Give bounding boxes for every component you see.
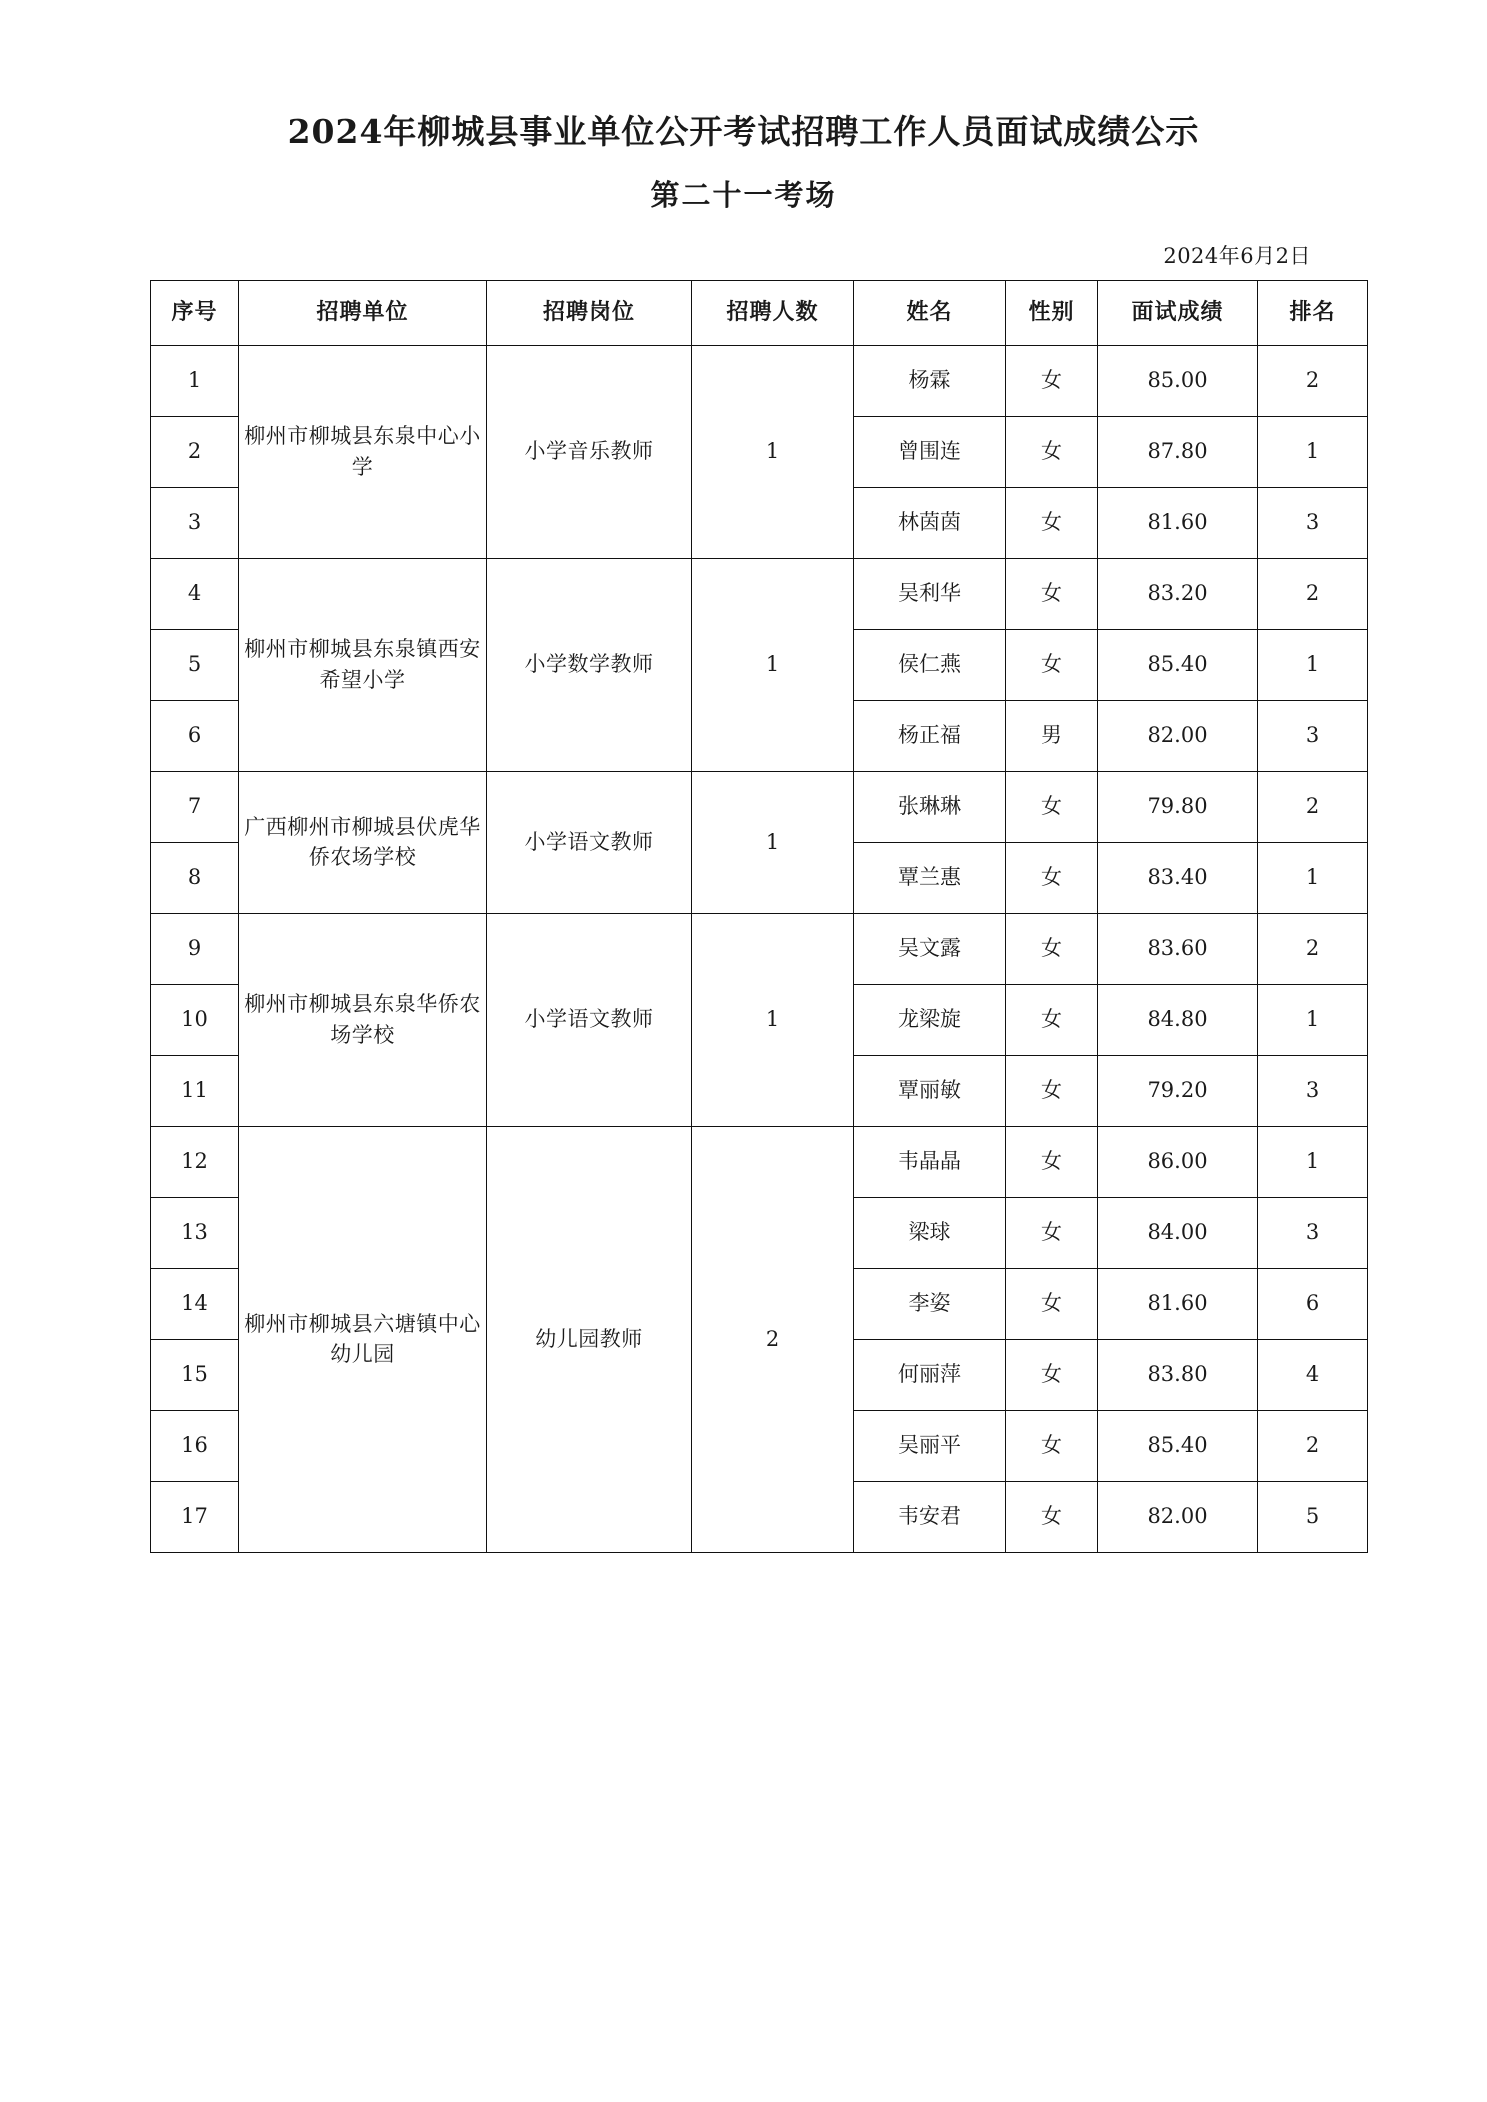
cell-post: 小学语文教师 [487, 913, 692, 1126]
column-header-rank: 排名 [1258, 280, 1368, 345]
page-title: 2024年柳城县事业单位公开考试招聘工作人员面试成绩公示 [287, 112, 1200, 151]
cell-sex: 女 [1006, 842, 1098, 913]
cell-post: 小学数学教师 [487, 558, 692, 771]
cell-score: 87.80 [1098, 416, 1258, 487]
cell-sex: 女 [1006, 487, 1098, 558]
cell-unit: 柳州市柳城县东泉华侨农场学校 [239, 913, 487, 1126]
cell-score: 82.00 [1098, 700, 1258, 771]
cell-count: 2 [692, 1126, 854, 1552]
cell-rank: 2 [1258, 1410, 1368, 1481]
cell-score: 86.00 [1098, 1126, 1258, 1197]
cell-name: 吴利华 [854, 558, 1006, 629]
cell-score: 85.40 [1098, 629, 1258, 700]
cell-name: 吴丽平 [854, 1410, 1006, 1481]
cell-sex: 女 [1006, 558, 1098, 629]
cell-rank: 1 [1258, 1126, 1368, 1197]
cell-name: 李姿 [854, 1268, 1006, 1339]
cell-sex: 男 [1006, 700, 1098, 771]
cell-count: 1 [692, 913, 854, 1126]
cell-sex: 女 [1006, 913, 1098, 984]
cell-index: 12 [151, 1126, 239, 1197]
cell-sex: 女 [1006, 1197, 1098, 1268]
cell-index: 3 [151, 487, 239, 558]
cell-rank: 3 [1258, 1197, 1368, 1268]
cell-sex: 女 [1006, 984, 1098, 1055]
cell-name: 覃丽敏 [854, 1055, 1006, 1126]
cell-score: 84.00 [1098, 1197, 1258, 1268]
table-body [151, 345, 1368, 1552]
page-subtitle: 第二十一考场 [650, 177, 837, 212]
cell-index: 2 [151, 416, 239, 487]
cell-name: 龙梁旋 [854, 984, 1006, 1055]
cell-count: 1 [692, 771, 854, 913]
cell-index: 13 [151, 1197, 239, 1268]
cell-name: 杨霖 [854, 345, 1006, 416]
cell-name: 张琳琳 [854, 771, 1006, 842]
cell-name: 曾围连 [854, 416, 1006, 487]
cell-sex: 女 [1006, 1481, 1098, 1552]
cell-name: 侯仁燕 [854, 629, 1006, 700]
cell-unit: 柳州市柳城县六塘镇中心幼儿园 [239, 1126, 487, 1552]
cell-score: 84.80 [1098, 984, 1258, 1055]
cell-count: 1 [692, 345, 854, 558]
cell-rank: 1 [1258, 629, 1368, 700]
cell-index: 15 [151, 1339, 239, 1410]
cell-score: 83.80 [1098, 1339, 1258, 1410]
cell-unit: 广西柳州市柳城县伏虎华侨农场学校 [239, 771, 487, 913]
cell-name: 梁球 [854, 1197, 1006, 1268]
cell-index: 16 [151, 1410, 239, 1481]
cell-rank: 3 [1258, 487, 1368, 558]
cell-name: 何丽萍 [854, 1339, 1006, 1410]
cell-rank: 5 [1258, 1481, 1368, 1552]
cell-index: 10 [151, 984, 239, 1055]
cell-sex: 女 [1006, 771, 1098, 842]
cell-rank: 2 [1258, 558, 1368, 629]
cell-score: 81.60 [1098, 487, 1258, 558]
table-row [151, 771, 1368, 842]
cell-index: 6 [151, 700, 239, 771]
cell-rank: 2 [1258, 771, 1368, 842]
cell-name: 吴文露 [854, 913, 1006, 984]
cell-name: 覃兰惠 [854, 842, 1006, 913]
table-row [151, 558, 1368, 629]
cell-post: 幼儿园教师 [487, 1126, 692, 1552]
cell-score: 81.60 [1098, 1268, 1258, 1339]
cell-sex: 女 [1006, 416, 1098, 487]
cell-count: 1 [692, 558, 854, 771]
cell-rank: 1 [1258, 416, 1368, 487]
cell-rank: 2 [1258, 913, 1368, 984]
column-header-post: 招聘岗位 [487, 280, 692, 345]
cell-rank: 4 [1258, 1339, 1368, 1410]
table-row [151, 1126, 1368, 1197]
cell-name: 林茵茵 [854, 487, 1006, 558]
cell-score: 83.40 [1098, 842, 1258, 913]
cell-score: 82.00 [1098, 1481, 1258, 1552]
interview-score-table [150, 280, 1368, 1553]
cell-sex: 女 [1006, 345, 1098, 416]
cell-rank: 3 [1258, 1055, 1368, 1126]
cell-name: 韦晶晶 [854, 1126, 1006, 1197]
cell-name: 杨正福 [854, 700, 1006, 771]
cell-rank: 2 [1258, 345, 1368, 416]
cell-index: 7 [151, 771, 239, 842]
cell-score: 83.60 [1098, 913, 1258, 984]
cell-name: 韦安君 [854, 1481, 1006, 1552]
cell-index: 11 [151, 1055, 239, 1126]
cell-post: 小学语文教师 [487, 771, 692, 913]
column-header-index: 序号 [151, 280, 239, 345]
cell-rank: 6 [1258, 1268, 1368, 1339]
cell-index: 5 [151, 629, 239, 700]
column-header-name: 姓名 [854, 280, 1006, 345]
cell-index: 14 [151, 1268, 239, 1339]
cell-post: 小学音乐教师 [487, 345, 692, 558]
cell-score: 79.20 [1098, 1055, 1258, 1126]
table-row [151, 345, 1368, 416]
column-header-count: 招聘人数 [692, 280, 854, 345]
cell-score: 83.20 [1098, 558, 1258, 629]
cell-sex: 女 [1006, 1339, 1098, 1410]
cell-sex: 女 [1006, 629, 1098, 700]
cell-unit: 柳州市柳城县东泉镇西安希望小学 [239, 558, 487, 771]
cell-index: 17 [151, 1481, 239, 1552]
column-header-unit: 招聘单位 [239, 280, 487, 345]
cell-rank: 3 [1258, 700, 1368, 771]
table-header-row [151, 280, 1368, 345]
cell-index: 4 [151, 558, 239, 629]
publish-date: 2024年6月2日 [1163, 243, 1311, 268]
cell-sex: 女 [1006, 1126, 1098, 1197]
cell-sex: 女 [1006, 1055, 1098, 1126]
cell-index: 1 [151, 345, 239, 416]
column-header-score: 面试成绩 [1098, 280, 1258, 345]
cell-rank: 1 [1258, 842, 1368, 913]
cell-index: 9 [151, 913, 239, 984]
table-row [151, 913, 1368, 984]
cell-score: 85.40 [1098, 1410, 1258, 1481]
cell-rank: 1 [1258, 984, 1368, 1055]
cell-score: 85.00 [1098, 345, 1258, 416]
table-header [151, 280, 1368, 345]
cell-score: 79.80 [1098, 771, 1258, 842]
cell-sex: 女 [1006, 1268, 1098, 1339]
column-header-sex: 性别 [1006, 280, 1098, 345]
cell-sex: 女 [1006, 1410, 1098, 1481]
cell-unit: 柳州市柳城县东泉中心小学 [239, 345, 487, 558]
cell-index: 8 [151, 842, 239, 913]
